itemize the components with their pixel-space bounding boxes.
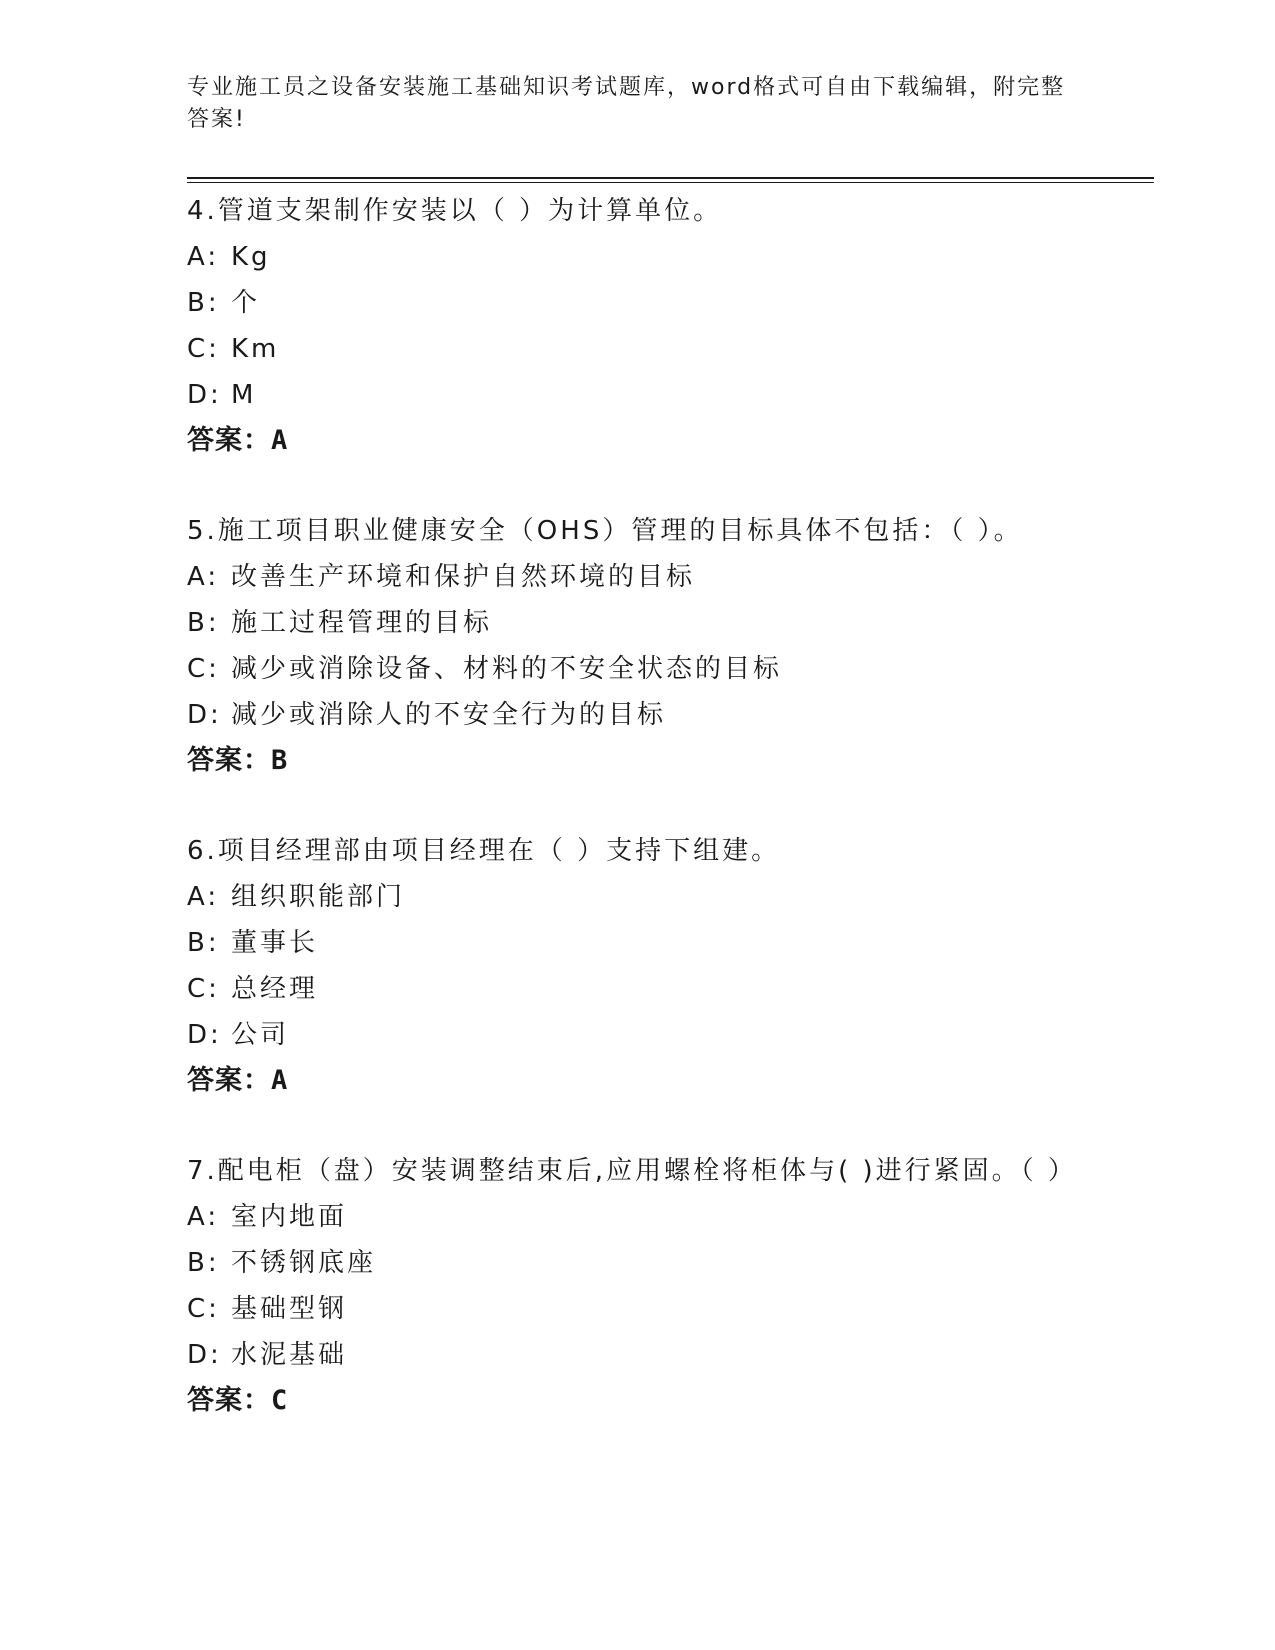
option-d — [187, 692, 1087, 738]
option-d — [187, 1332, 1087, 1378]
option-letter: D: — [187, 1340, 222, 1370]
option-letter: A: — [187, 242, 220, 272]
option-text: 不锈钢底座 — [231, 1248, 377, 1278]
option-text: Km — [231, 334, 280, 364]
option-text: 改善生产环境和保护自然环境的目标 — [231, 562, 696, 592]
option-a — [187, 554, 1087, 600]
question-block — [187, 828, 1087, 1104]
option-text: 施工过程管理的目标 — [231, 608, 493, 638]
option-text: 组织职能部门 — [231, 882, 406, 912]
question-text: 7.配电柜（盘）安装调整结束后,应用螺栓将柜体与( )进行紧固。（ ） — [187, 1156, 1077, 1186]
option-text: Kg — [231, 242, 271, 272]
option-letter: C: — [187, 334, 220, 364]
question-block — [187, 508, 1087, 784]
option-letter: C: — [187, 654, 220, 684]
option-letter: D: — [187, 380, 222, 410]
header-divider-thick — [187, 177, 1154, 179]
option-text: 个 — [231, 288, 261, 318]
option-d — [187, 372, 1087, 418]
option-b — [187, 600, 1087, 646]
option-d — [187, 1012, 1087, 1058]
option-letter: C: — [187, 1294, 220, 1324]
option-letter: A: — [187, 882, 220, 912]
option-b — [187, 1240, 1087, 1286]
option-letter: A: — [187, 1202, 220, 1232]
option-letter: D: — [187, 700, 222, 730]
option-b — [187, 920, 1087, 966]
answer-line: 答案：A — [187, 425, 289, 456]
option-text: 基础型钢 — [231, 1294, 348, 1324]
question-text: 6.项目经理部由项目经理在（ ）支持下组建。 — [187, 836, 781, 866]
option-c — [187, 966, 1087, 1012]
option-text: 室内地面 — [231, 1202, 348, 1232]
question-block — [187, 188, 1087, 464]
question-text: 4.管道支架制作安装以（ ）为计算单位。 — [187, 196, 723, 226]
option-text: M — [231, 380, 257, 410]
option-c — [187, 1286, 1087, 1332]
document-header: 专业施工员之设备安装施工基础知识考试题库，word格式可自由下载编辑，附完整答案! — [187, 75, 1066, 132]
question-block — [187, 1148, 1087, 1424]
question-text: 5.施工项目职业健康安全（OHS）管理的目标具体不包括：（ ）。 — [187, 516, 1023, 546]
option-c — [187, 646, 1087, 692]
header-divider-thin — [187, 182, 1154, 183]
answer-line: 答案：C — [187, 1385, 289, 1416]
option-letter: B: — [187, 928, 220, 958]
option-text: 董事长 — [231, 928, 319, 958]
option-text: 减少或消除人的不安全行为的目标 — [231, 700, 667, 730]
option-letter: B: — [187, 1248, 220, 1278]
answer-line: 答案：B — [187, 745, 289, 776]
option-text: 减少或消除设备、材料的不安全状态的目标 — [231, 654, 783, 684]
option-letter: B: — [187, 288, 220, 318]
option-text: 水泥基础 — [231, 1340, 348, 1370]
option-c — [187, 326, 1087, 372]
option-letter: C: — [187, 974, 220, 1004]
option-letter: B: — [187, 608, 220, 638]
option-letter: D: — [187, 1020, 222, 1050]
answer-line: 答案：A — [187, 1065, 289, 1096]
option-b — [187, 280, 1087, 326]
option-a — [187, 1194, 1087, 1240]
option-text: 总经理 — [231, 974, 319, 1004]
option-a — [187, 874, 1087, 920]
option-letter: A: — [187, 562, 220, 592]
option-a — [187, 234, 1087, 280]
option-text: 公司 — [231, 1020, 290, 1050]
